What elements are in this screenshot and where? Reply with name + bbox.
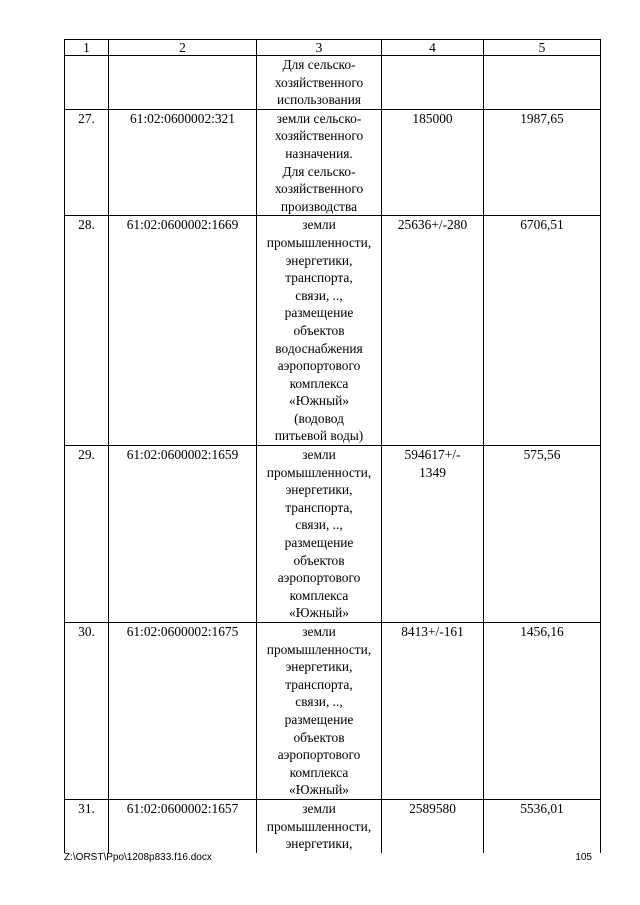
row-number: 29. (65, 446, 109, 623)
cadastral-number: 61:02:0600002:1669 (109, 216, 257, 446)
table-header-row (65, 40, 601, 56)
land-category: земли сельско- хозяйственного назначения. Для сельско- хозяйственного производства (257, 109, 382, 216)
plot-area: 25636+/-280 (382, 216, 484, 446)
header-cell: 3 (257, 40, 382, 56)
land-category: земли промышленности, энергетики, транспорта, связи, .., размещение объектов водоснабжения аэропортового комплекса «Южный» (водовод питьевой воды) (257, 216, 382, 446)
plot-area: 185000 (382, 109, 484, 216)
row-number: 28. (65, 216, 109, 446)
land-category: земли промышленности, энергетики, транспорта, связи, .., размещение объектов аэропортового комплекса «Южный» (257, 623, 382, 800)
footer-page-number: 105 (575, 852, 592, 863)
table-row (65, 623, 601, 800)
land-category: земли промышленности, энергетики, транспорта, связи, .., размещение объектов аэропортового комплекса «Южный» (257, 446, 382, 623)
plot-value: 5536,01 (484, 799, 601, 852)
cadastral-number: 61:02:0600002:1659 (109, 446, 257, 623)
table-row (65, 446, 601, 623)
footer-file-path: Z:\ORST\Ppo\1208p833.f16.docx (64, 852, 212, 863)
header-cell: 5 (484, 40, 601, 56)
plot-value: 1987,65 (484, 109, 601, 216)
table-row (65, 109, 601, 216)
land-plots-table (64, 39, 601, 853)
land-category: Для сельско- хозяйственного использования (257, 56, 382, 110)
row-number: 31. (65, 799, 109, 852)
cadastral-number: 61:02:0600002:1675 (109, 623, 257, 800)
row-number: 27. (65, 109, 109, 216)
plot-value: 575,56 (484, 446, 601, 623)
table-row (65, 216, 601, 446)
plot-value: 6706,51 (484, 216, 601, 446)
cadastral-number: 61:02:0600002:321 (109, 109, 257, 216)
plot-area: 8413+/-161 (382, 623, 484, 800)
plot-value: 1456,16 (484, 623, 601, 800)
plot-area (382, 56, 484, 110)
table-row (65, 56, 601, 110)
plot-value (484, 56, 601, 110)
cadastral-number: 61:02:0600002:1657 (109, 799, 257, 852)
header-cell: 2 (109, 40, 257, 56)
plot-area: 594617+/- 1349 (382, 446, 484, 623)
row-number (65, 56, 109, 110)
cadastral-number (109, 56, 257, 110)
header-cell: 1 (65, 40, 109, 56)
land-category: земли промышленности, энергетики, (257, 799, 382, 852)
header-cell: 4 (382, 40, 484, 56)
plot-area: 2589580 (382, 799, 484, 852)
row-number: 30. (65, 623, 109, 800)
table-row (65, 799, 601, 852)
